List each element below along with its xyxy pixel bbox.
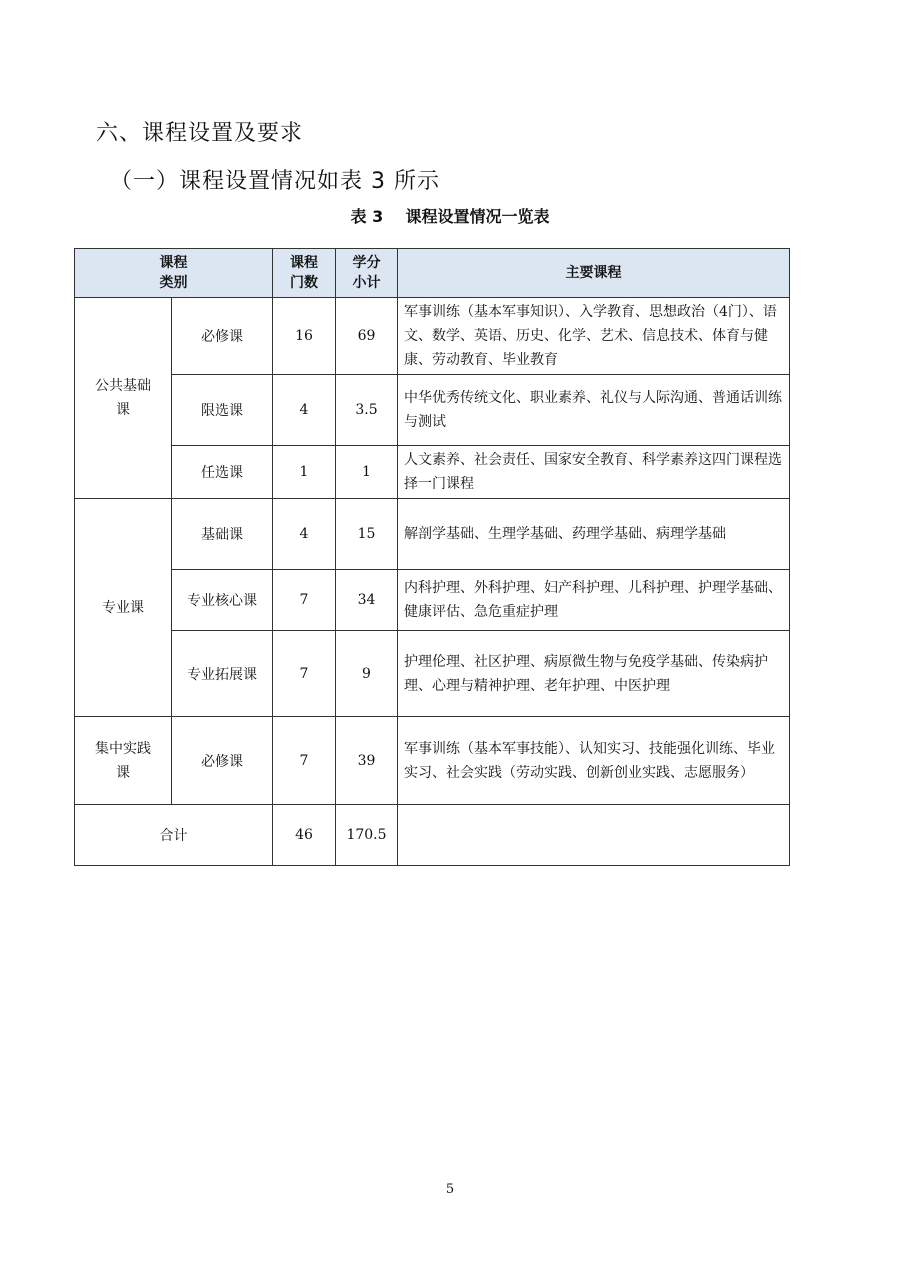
header-category [75, 249, 273, 298]
course-credits: 69 [336, 298, 398, 375]
table-caption: 表 3 课程设置情况一览表 [350, 207, 550, 226]
header-count-line2: 门数 [290, 275, 318, 291]
course-type: 任选课 [172, 446, 273, 499]
total-label: 合计 [75, 805, 273, 866]
course-count: 4 [273, 375, 336, 446]
course-table [74, 248, 790, 866]
total-count: 46 [273, 805, 336, 866]
course-credits: 39 [336, 717, 398, 805]
course-count: 4 [273, 499, 336, 570]
header-main-courses: 主要课程 [398, 249, 790, 298]
course-count: 1 [273, 446, 336, 499]
table-header-row [75, 249, 790, 298]
table-row [75, 298, 790, 375]
course-count: 7 [273, 717, 336, 805]
course-type: 必修课 [172, 717, 273, 805]
header-category-line2: 类别 [159, 275, 188, 291]
course-type: 必修课 [172, 298, 273, 375]
course-list: 内科护理、外科护理、妇产科护理、儿科护理、护理学基础、健康评估、急危重症护理 [398, 570, 790, 631]
header-credits-line1: 学分 [352, 255, 381, 271]
course-credits: 9 [336, 631, 398, 717]
table-row [75, 631, 790, 717]
course-type: 专业核心课 [172, 570, 273, 631]
course-list: 人文素养、社会责任、国家安全教育、科学素养这四门课程选择一门课程 [398, 446, 790, 499]
table-row [75, 375, 790, 446]
page-number: 5 [445, 1182, 455, 1197]
group-professional: 专业课 [75, 499, 172, 717]
course-count: 7 [273, 570, 336, 631]
course-count: 7 [273, 631, 336, 717]
group-public-basic [75, 298, 172, 499]
table-row [75, 499, 790, 570]
course-credits: 3.5 [336, 375, 398, 446]
table-total-row [75, 805, 790, 866]
course-type: 专业拓展课 [172, 631, 273, 717]
course-credits: 15 [336, 499, 398, 570]
course-list: 解剖学基础、生理学基础、药理学基础、病理学基础 [398, 499, 790, 570]
header-count [273, 249, 336, 298]
course-type: 限选课 [172, 375, 273, 446]
course-credits: 1 [336, 446, 398, 499]
course-list: 军事训练（基本军事技能）、认知实习、技能强化训练、毕业实习、社会实践（劳动实践、创新创业实践、志愿服务） [398, 717, 790, 805]
course-list: 军事训练（基本军事知识）、入学教育、思想政治（4门）、语文、数学、英语、历史、化学、艺术、信息技术、体育与健康、劳动教育、毕业教育 [398, 298, 790, 375]
table-row [75, 570, 790, 631]
course-count: 16 [273, 298, 336, 375]
course-list: 中华优秀传统文化、职业素养、礼仪与人际沟通、普通话训练与测试 [398, 375, 790, 446]
course-list: 护理伦理、社区护理、病原微生物与免疫学基础、传染病护理、心理与精神护理、老年护理、中医护理 [398, 631, 790, 717]
table-row [75, 446, 790, 499]
table-row [75, 717, 790, 805]
course-type: 基础课 [172, 499, 273, 570]
header-credits [336, 249, 398, 298]
group-name: 公共基础课 [95, 378, 151, 418]
header-category-line1: 课程 [159, 255, 188, 271]
section-heading: 六、课程设置及要求 [96, 121, 304, 146]
subsection-heading: （一）课程设置情况如表 3 所示 [110, 169, 440, 194]
header-count-line1: 课程 [290, 255, 318, 271]
total-credits: 170.5 [336, 805, 398, 866]
total-courses [398, 805, 790, 866]
group-practice [75, 717, 172, 805]
course-credits: 34 [336, 570, 398, 631]
group-name: 集中实践课 [95, 740, 151, 781]
header-credits-line2: 小计 [352, 275, 381, 291]
